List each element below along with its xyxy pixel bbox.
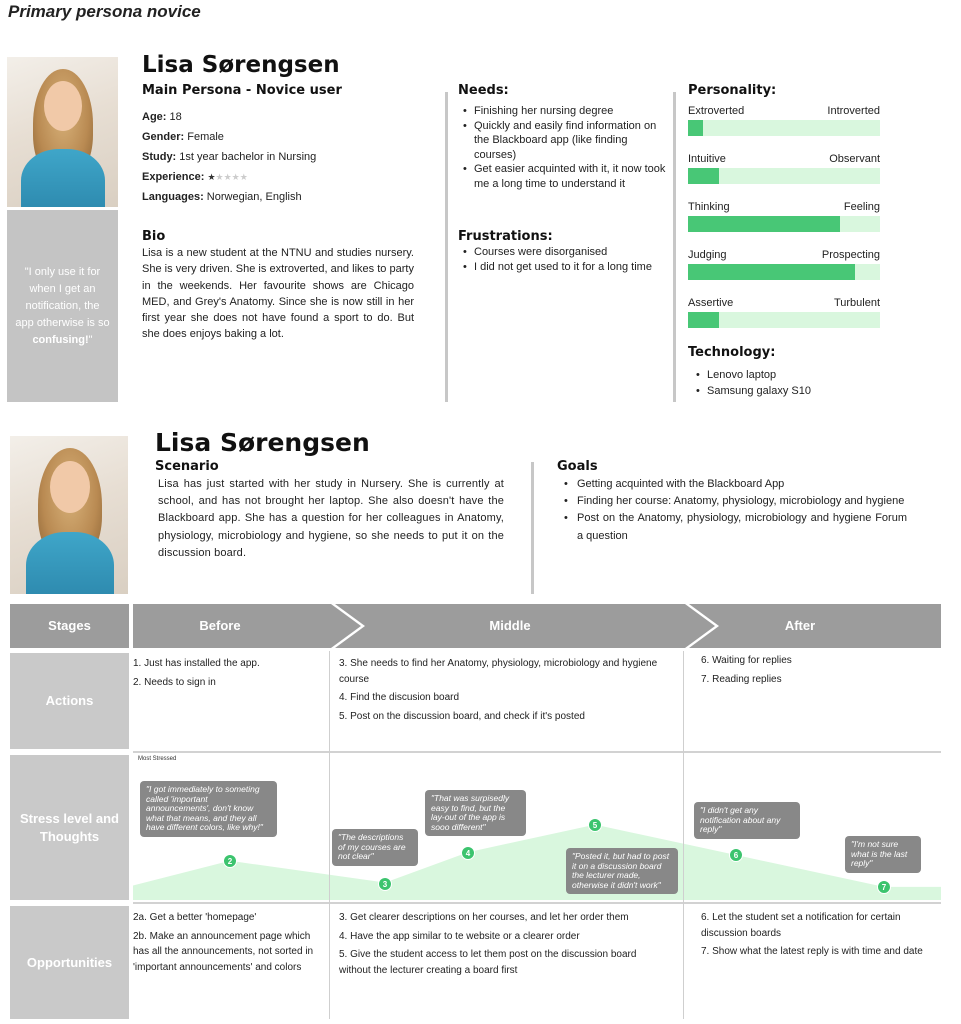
persona-quote: "I only use it for when I get an notification, the app otherwise is so confusing!" bbox=[7, 210, 118, 402]
opportunities-after bbox=[701, 910, 931, 963]
trait-right-label: Turbulent bbox=[833, 297, 880, 309]
field-experience: Experience: ★★★★★ bbox=[142, 171, 248, 183]
trait-right-label: Feeling bbox=[843, 201, 880, 213]
goals-heading: Goals bbox=[557, 459, 598, 474]
action-item: 1. Just has installed the app. bbox=[133, 658, 260, 669]
star-filled-icon: ★ bbox=[207, 172, 216, 182]
field-languages: Languages: Norwegian, English bbox=[142, 191, 302, 203]
row-divider bbox=[133, 751, 941, 753]
frustrations-list bbox=[460, 245, 670, 274]
persona-name: Lisa Sørengsen bbox=[142, 52, 340, 78]
trait-bar bbox=[688, 216, 840, 232]
trait-bar bbox=[688, 264, 855, 280]
divider bbox=[673, 92, 676, 402]
thought-bubble-2: "I got immediately to someting called 'important announcements', don't know what that means, and they all have different colors, like why!" bbox=[140, 781, 277, 837]
trait-left-label: Intuitive bbox=[688, 153, 726, 165]
list-item: • I did not get used to it for a long time bbox=[460, 260, 670, 275]
trait-right-label: Observant bbox=[829, 153, 880, 165]
list-item: • Samsung galaxy S10 bbox=[693, 383, 811, 399]
actions-label: Actions bbox=[10, 653, 129, 749]
trait-assertive bbox=[688, 297, 880, 345]
persona-subtitle: Main Persona - Novice user bbox=[142, 83, 342, 98]
stage-after: After bbox=[784, 618, 816, 633]
opportunity-item: 5. Give the student access to let them post on the discussion board without the lecturer creating a board first bbox=[339, 949, 637, 976]
list-item: • Finishing her nursing degree bbox=[460, 104, 670, 119]
technology-heading: Technology: bbox=[688, 345, 776, 360]
action-item: 4. Find the discusion board bbox=[339, 692, 460, 703]
field-age: Age: 18 bbox=[142, 111, 182, 123]
bio-text: Lisa is a new student at the NTNU and studies nursery. She is very driven. She is extroverted, and likes to party in the weekends. Her favourite shows are Chicago MED, and Grey's Anatomy. Since she is now still in her first year she does not have found a sport to do. But she does enjoys baking a lot. bbox=[142, 247, 414, 341]
stress-point-7: 7 bbox=[877, 880, 891, 894]
action-item: 6. Waiting for replies bbox=[701, 655, 792, 666]
stress-label: Stress level and Thoughts bbox=[10, 755, 129, 900]
trait-extroverted bbox=[688, 105, 880, 153]
action-item: 7. Reading replies bbox=[701, 673, 782, 685]
stress-point-3: 3 bbox=[378, 877, 392, 891]
page-title: Primary persona novice bbox=[8, 2, 201, 21]
list-item: • Get easier acquinted with it, it now took me a long time to understand it bbox=[460, 162, 670, 191]
scenario-text: Lisa has just started with her study in Nursery. She is currently at school, and has not brought her laptop. She also doesn't have the Blackboard app. She has a question for her colleagues in Anatomy, physiology, microbiology and hygiene, so she needs to put it on the discussion board. bbox=[158, 478, 504, 559]
stage-before: Before bbox=[199, 618, 241, 633]
personality-traits bbox=[688, 105, 880, 345]
list-item: • Getting acquinted with the Blackboard App bbox=[557, 476, 907, 493]
trait-left-label: Thinking bbox=[688, 201, 730, 213]
opportunities-label: Opportunities bbox=[10, 906, 129, 1019]
needs-heading: Needs: bbox=[458, 83, 509, 98]
stress-point-4: 4 bbox=[461, 846, 475, 860]
action-item: 5. Post on the discussion board, and check if it's posted bbox=[339, 710, 585, 722]
star-empty-icon: ★ bbox=[231, 172, 240, 182]
experience-rating bbox=[207, 171, 247, 183]
frustrations-heading: Frustrations: bbox=[458, 229, 553, 244]
most-stressed-label: Most Stressed bbox=[138, 756, 177, 762]
opportunity-item: 3. Get clearer descriptions on her courses, and let her order them bbox=[339, 912, 629, 923]
trait-bar bbox=[688, 312, 719, 328]
trait-left-label: Extroverted bbox=[688, 105, 745, 117]
list-item: • Courses were disorganised bbox=[460, 245, 670, 260]
opportunities-before bbox=[133, 910, 329, 978]
column-divider bbox=[329, 651, 330, 1019]
needs-list bbox=[460, 104, 670, 191]
actions-middle bbox=[339, 656, 669, 727]
thought-bubble-3: "The descriptions of my courses are not clear" bbox=[332, 829, 418, 866]
list-item: • Quickly and easily find information on the Blackboard app (like finding courses) bbox=[460, 119, 670, 163]
list-item: • Finding her course: Anatomy, physiology, microbiology and hygiene bbox=[557, 493, 907, 510]
trait-intuitive bbox=[688, 153, 880, 201]
star-empty-icon: ★ bbox=[239, 172, 248, 182]
action-item: 3. She needs to find her Anatomy, physiology, microbiology and hygiene course bbox=[339, 658, 658, 685]
stress-point-6: 6 bbox=[729, 848, 743, 862]
trait-left-label: Judging bbox=[688, 249, 727, 261]
opportunity-item: 4. Have the app similar to te website or a clearer order bbox=[339, 930, 580, 942]
technology-list bbox=[693, 367, 811, 399]
stress-point-5: 5 bbox=[588, 818, 602, 832]
star-empty-icon: ★ bbox=[215, 172, 224, 182]
list-item: • Lenovo laptop bbox=[693, 367, 811, 383]
scenario-heading: Scenario bbox=[155, 459, 219, 474]
list-item: • Post on the Anatomy, physiology, microbiology and hygiene Forum a question bbox=[557, 510, 907, 544]
goals-list bbox=[557, 476, 907, 545]
action-item: 2. Needs to sign in bbox=[133, 676, 216, 688]
thought-bubble-4: "That was surpisedly easy to find, but the lay-out of the app is sooo different" bbox=[425, 790, 526, 836]
opportunity-item: 2b. Make an announcement page which has all the announcements, not sorted in 'important announcements' and colors bbox=[133, 930, 314, 973]
row-divider bbox=[133, 902, 941, 904]
trait-right-label: Introverted bbox=[827, 105, 880, 117]
persona-photo bbox=[7, 57, 118, 207]
trait-bar bbox=[688, 120, 703, 136]
bio-heading: Bio bbox=[142, 229, 166, 244]
actions-before bbox=[133, 656, 323, 693]
scenario-persona-name: Lisa Sørengsen bbox=[155, 428, 370, 457]
stage-middle: Middle bbox=[489, 618, 531, 633]
actions-after bbox=[701, 653, 931, 690]
trait-left-label: Assertive bbox=[688, 297, 734, 309]
divider bbox=[531, 462, 534, 594]
divider bbox=[445, 92, 448, 402]
scenario-photo bbox=[10, 436, 128, 594]
thought-bubble-6: "I didn't get any notification about any reply" bbox=[694, 802, 800, 839]
thought-bubble-7: "I'm not sure what is the last reply" bbox=[845, 836, 921, 873]
field-study: Study: 1st year bachelor in Nursing bbox=[142, 151, 317, 163]
thought-bubble-5: "Posted it, but had to post it on a discussion board the lecturer made, otherwise it didn't work" bbox=[566, 848, 678, 894]
star-empty-icon: ★ bbox=[223, 172, 232, 182]
trait-right-label: Prospecting bbox=[821, 249, 880, 261]
opportunity-item: 6. Let the student set a notification for certain discussion boards bbox=[701, 912, 901, 939]
opportunity-item: 2a. Get a better 'homepage' bbox=[133, 912, 257, 923]
stress-point-2: 2 bbox=[223, 854, 237, 868]
trait-bar bbox=[688, 168, 719, 184]
field-gender: Gender: Female bbox=[142, 131, 224, 143]
opportunities-middle bbox=[339, 910, 669, 981]
stages-label: Stages bbox=[10, 604, 129, 648]
opportunity-item: 7. Show what the latest reply is with time and date bbox=[701, 946, 923, 957]
column-divider bbox=[683, 651, 684, 1019]
trait-judging bbox=[688, 249, 880, 297]
personality-heading: Personality: bbox=[688, 83, 777, 98]
trait-thinking bbox=[688, 201, 880, 249]
